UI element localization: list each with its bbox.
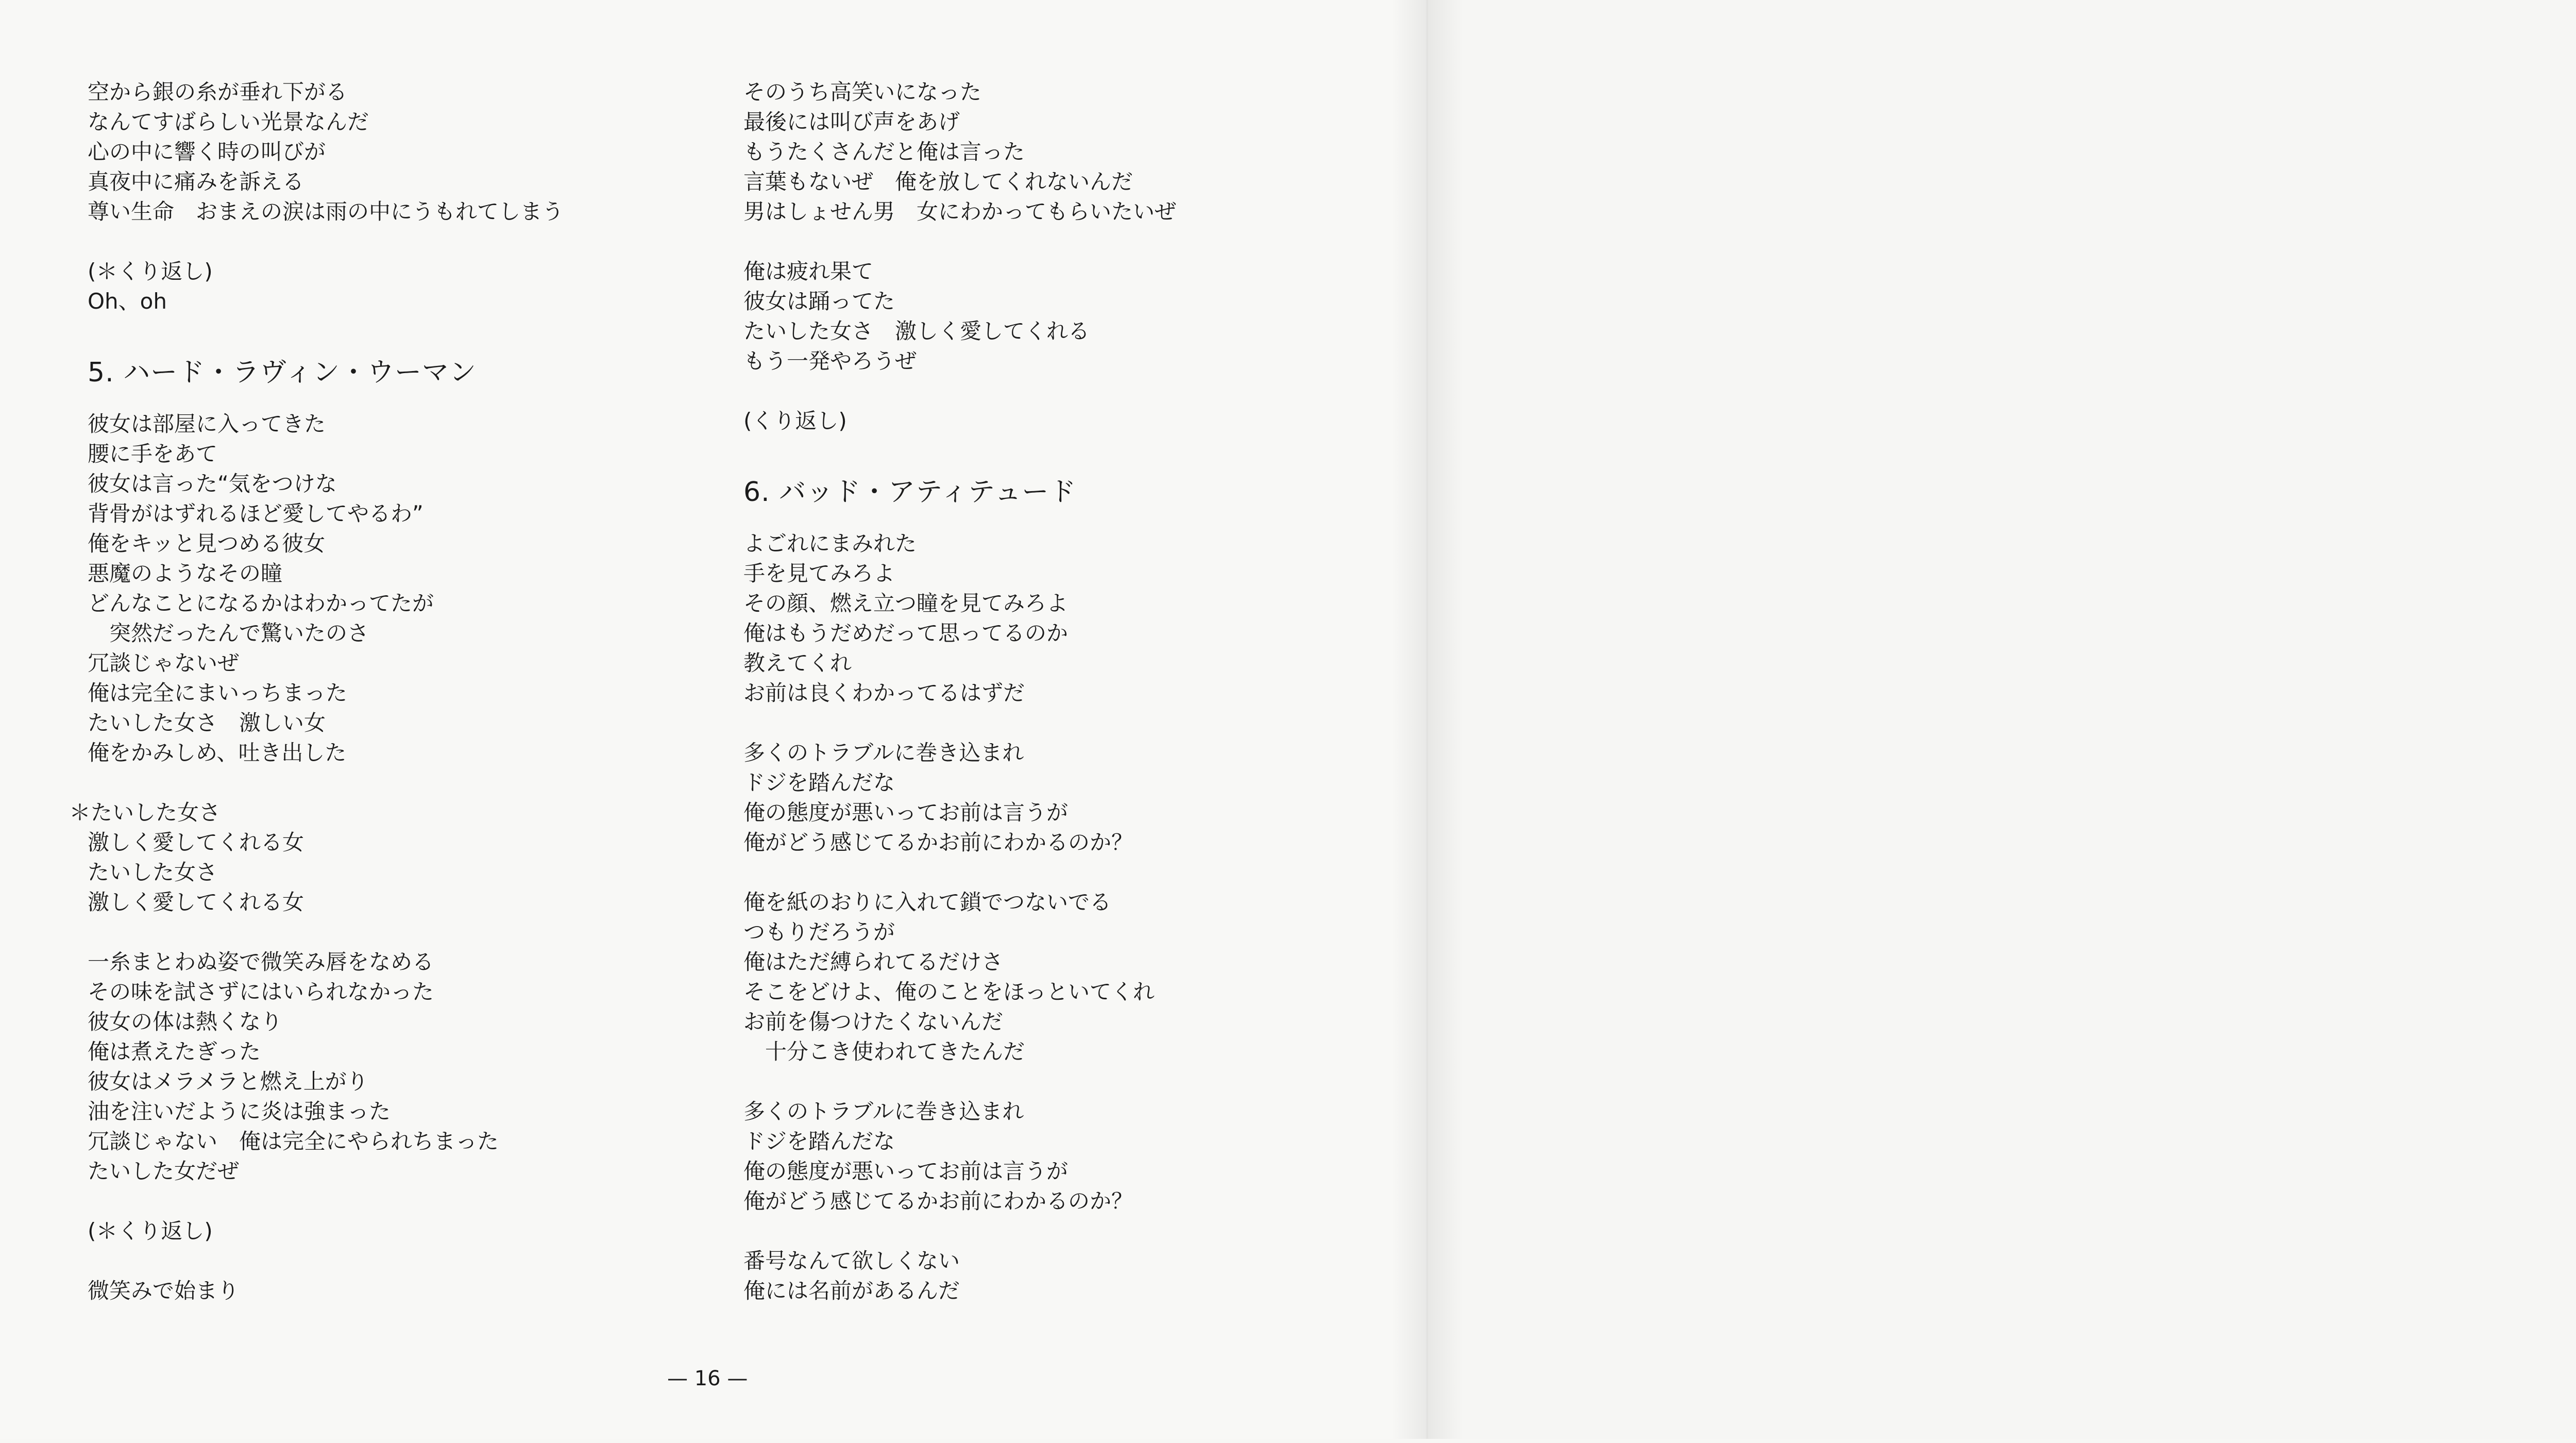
lyric-line: もう一発やろうぜ bbox=[743, 348, 917, 374]
lyric-line: 俺をかみしめ、吐き出した bbox=[88, 740, 347, 765]
lyric-line: 激しく愛してくれる女 bbox=[88, 890, 304, 915]
lyric-line: 微笑みで始まり bbox=[88, 1278, 240, 1303]
lyric-line: その味を試さずにはいられなかった bbox=[88, 979, 434, 1004]
lyric-line: たいした女さ 激しい女 bbox=[88, 710, 326, 735]
lyric-line: つもりだろうが bbox=[743, 919, 895, 945]
lyric-line: 俺は疲れ果て bbox=[743, 259, 874, 284]
blank-line bbox=[88, 1246, 696, 1276]
lyric-line: 番号なんて欲しくない bbox=[743, 1248, 960, 1273]
lyric-line: そのうち高笑いになった bbox=[743, 79, 982, 105]
lyric-line: 俺を紙のおりに入れて鎖でつないでる bbox=[743, 890, 1112, 915]
lyric-line: 空から銀の糸が垂れ下がる bbox=[88, 79, 348, 105]
blank-line bbox=[88, 768, 696, 798]
lyric-line: お前を傷つけたくないんだ bbox=[743, 1009, 1004, 1034]
lyric-line: 最後には叫び声をあげ bbox=[743, 109, 960, 135]
song-title: 5. ハード・ラヴィン・ウーマン bbox=[88, 357, 477, 388]
lyric-line: 悪魔のようなその瞳 bbox=[88, 561, 283, 586]
lyric-line: (＊くり返し) bbox=[88, 1218, 213, 1244]
page-number-left: — 16 — bbox=[667, 1367, 748, 1390]
lyric-line: 俺は煮えたぎった bbox=[88, 1039, 261, 1064]
blank-line bbox=[88, 1186, 696, 1216]
lyrics-column-2 bbox=[743, 77, 1351, 1306]
blank-line bbox=[743, 1216, 1351, 1246]
lyric-line: 激しく愛してくれる女 bbox=[88, 830, 304, 855]
lyric-line: (＊くり返し) bbox=[88, 259, 213, 284]
lyric-line: 言葉もないぜ 俺を放してくれないんだ bbox=[743, 169, 1133, 194]
lyric-line: 冗談じゃない 俺は完全にやられちまった bbox=[88, 1129, 499, 1154]
lyric-line: 俺はただ縛られてるだけさ bbox=[743, 949, 1004, 975]
lyric-line: お前は良くわかってるはずだ bbox=[743, 680, 1025, 706]
lyric-line: 俺をキッと見つめる彼女 bbox=[88, 531, 326, 556]
lyric-line: 俺の態度が悪いってお前は言うが bbox=[743, 1159, 1069, 1184]
lyric-line: 教えてくれ bbox=[743, 650, 852, 676]
lyric-line: 油を注いだように炎は強まった bbox=[88, 1099, 391, 1124]
lyric-line: たいした女だぜ bbox=[88, 1159, 240, 1184]
blank-line bbox=[88, 227, 696, 257]
blank-line bbox=[88, 917, 696, 947]
lyric-line: 男はしょせん男 女にわかってもらいたいぜ bbox=[743, 199, 1177, 224]
blank-line bbox=[743, 708, 1351, 738]
lyric-line: 冗談じゃないぜ bbox=[88, 650, 240, 676]
lyric-line: 手を見てみろよ bbox=[743, 561, 895, 586]
lyric-line: 俺には名前があるんだ bbox=[743, 1278, 960, 1303]
lyric-line: 彼女はメラメラと燃え上がり bbox=[88, 1069, 368, 1094]
lyric-line: 真夜中に痛みを訴える bbox=[88, 169, 304, 194]
lyric-line: ドジを踏んだな bbox=[743, 770, 895, 795]
lyric-line: たいした女さ 激しく愛してくれる bbox=[743, 318, 1090, 344]
lyric-line: 俺の態度が悪いってお前は言うが bbox=[743, 800, 1069, 825]
blank-line bbox=[743, 376, 1351, 406]
lyric-line: もうたくさんだと俺は言った bbox=[743, 139, 1025, 164]
blank-line bbox=[743, 227, 1351, 257]
lyric-line: 一糸まとわぬ姿で微笑み唇をなめる bbox=[88, 949, 434, 975]
lyric-line: 俺がどう感じてるかお前にわかるのか？ bbox=[743, 830, 1133, 855]
lyric-line: そこをどけよ、俺のことをほっといてくれ bbox=[743, 979, 1155, 1004]
lyric-line: 尊い生命 おまえの涙は雨の中にうもれてしまう bbox=[88, 199, 564, 224]
lyric-line: ＊たいした女さ bbox=[69, 800, 221, 825]
blank-line bbox=[743, 858, 1351, 887]
lyric-line: 俺がどう感じてるかお前にわかるのか？ bbox=[743, 1188, 1133, 1214]
lyric-line: その顔、燃え立つ瞳を見てみろよ bbox=[743, 591, 1069, 616]
lyric-line: 背骨がはずれるほど愛してやるわ” bbox=[88, 501, 423, 526]
blank-line bbox=[88, 316, 696, 346]
lyric-line: どんなことになるかはわかってたが bbox=[88, 591, 434, 616]
right-page bbox=[1427, 0, 2576, 1439]
lyric-line: 俺は完全にまいっちまった bbox=[88, 680, 348, 706]
lyric-line: ドジを踏んだな bbox=[743, 1129, 895, 1154]
lyric-line: 彼女は踊ってた bbox=[743, 289, 895, 314]
lyric-line: (くり返し) bbox=[743, 408, 847, 433]
lyric-line: 彼女の体は熱くなり bbox=[88, 1009, 283, 1034]
lyric-line: 腰に手をあて bbox=[88, 441, 218, 466]
page-gutter bbox=[1391, 0, 1463, 1439]
song-title: 6. バッド・アティテュード bbox=[743, 477, 1077, 508]
lyric-line: なんてすばらしい光景なんだ bbox=[88, 109, 369, 135]
lyric-line: 十分こき使われてきたんだ bbox=[743, 1039, 1025, 1064]
lyric-line: 多くのトラブルに巻き込まれ bbox=[743, 1099, 1024, 1124]
lyric-line: 心の中に響く時の叫びが bbox=[88, 139, 326, 164]
lyric-line: 彼女は言った“気をつけな bbox=[88, 471, 337, 496]
blank-line bbox=[743, 1067, 1351, 1097]
lyric-line: 突然だったんで驚いたのさ bbox=[88, 620, 369, 646]
blank-line bbox=[743, 436, 1351, 466]
lyric-line: Oh、oh bbox=[88, 289, 167, 314]
lyric-line: 多くのトラブルに巻き込まれ bbox=[743, 740, 1024, 765]
lyric-line: 俺はもうだめだって思ってるのか bbox=[743, 620, 1069, 646]
lyric-line: 彼女は部屋に入ってきた bbox=[88, 411, 326, 437]
lyric-line: よごれにまみれた bbox=[743, 531, 917, 556]
lyric-line: たいした女さ bbox=[88, 860, 218, 885]
lyrics-column-1 bbox=[69, 77, 696, 1306]
